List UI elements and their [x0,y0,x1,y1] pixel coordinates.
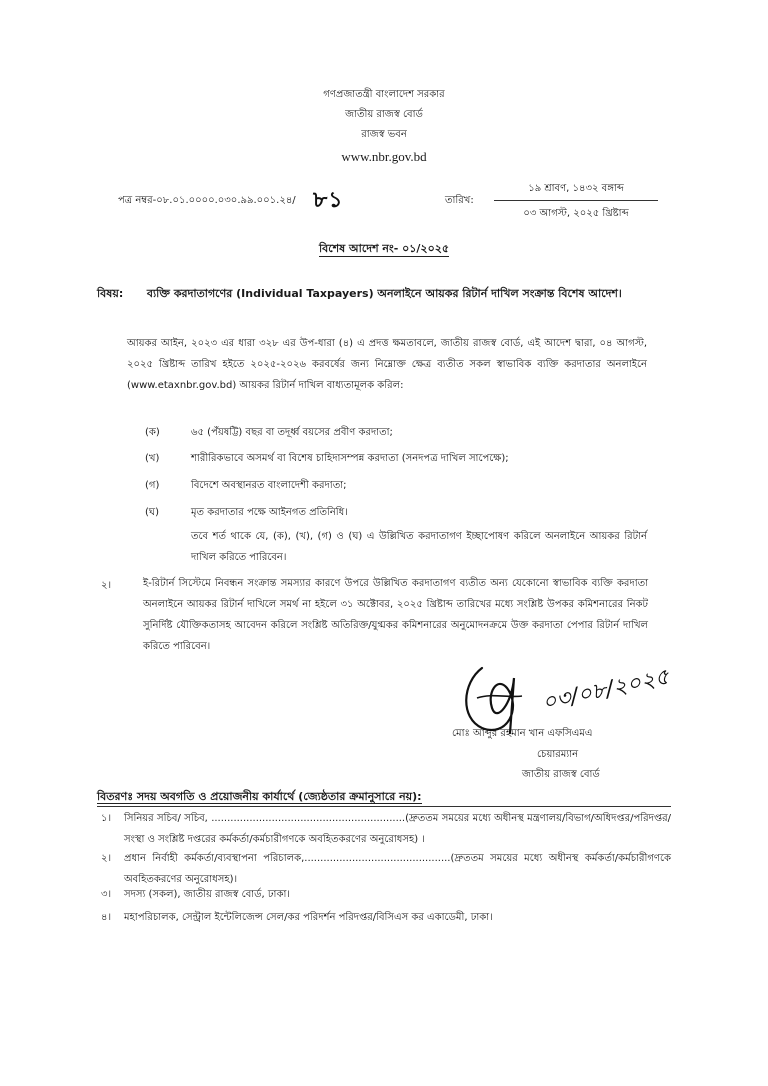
date-gregorian: ০৩ আগস্ট, ২০২৫ খ্রিষ্টাব্দ [523,208,629,219]
paragraph-1: আয়কর আইন, ২০২৩ এর ধারা ৩২৮ এর উপ-ধারা (৪) এ প্রদত্ত ক্ষমতাবলে, জাতীয় রাজস্ব বোর্ড, এই আদেশ দ্বারা, ০৪ আগস্ট, ২০২৫ খ্রিষ্টাব্দ তারিখ হইতে ২০২৫-২০২৬ করবর্ষের জন্য নিম্নোক্ত ক্ষেত্র ব্যতীত সকল স্বাভাবিক ব্যক্তি করদাতার অনলাইনে (www.etaxnbr.gov.bd) আয়কর রিটার্ন দাখিল বাধ্যতামূলক করিল: [127,338,647,391]
website-link[interactable]: www.nbr.gov.bd [341,149,427,164]
date-divider [494,200,658,201]
signature-date: ০৩/০৮/২০২৫ [540,664,672,716]
handwritten-memo-number: ৮১ [313,187,344,212]
exception-text: ৬৫ (পঁয়ষট্টি) বছর বা তদূর্ধ্ব বয়সের প্রবীণ করদাতা; [191,427,393,438]
exception-text: শারীরিকভাবে অসমর্থ বা বিশেষ চাহিদাসম্পন্ন করদাতা (সনদপত্র দাখিল সাপেক্ষে); [191,453,509,464]
distribution-item-text: প্রধান নির্বাহী কর্মকর্তা/ব্যবস্থাপনা পরিচালক,..............................................(দ্রুততম সময়ের মধ্যে অধীনস্থ কর্মকর্তা/কর্মচারীগণকে অবহিতকরণের অনুরোধসহ)। [124,853,671,885]
date-bangla: ১৯ শ্রাবণ, ১৪৩২ বঙ্গাব্দ [528,183,624,194]
distribution-item-number: ১। [101,813,112,824]
exception-text: বিদেশে অবস্থানরত বাংলাদেশী করদাতা; [191,480,347,491]
order-title [0,240,768,259]
exception-key: (খ) [145,453,160,464]
distribution-title-text: বিতরণঃ সদয় অবগতি ও প্রয়োজনীয় কার্যার্থে (জ্যেষ্ঠতার ক্রমানুসারে নয়): [97,790,422,803]
exception-text: মৃত করদাতার পক্ষে আইনগত প্রতিনিধি। [191,507,348,518]
paragraph-2: ই-রিটার্ন সিস্টেমে নিবন্ধন সংক্রান্ত সমস্যার কারণে উপরে উল্লিখিত করদাতাগণ ব্যতীত অন্য যেকোনো স্বাভাবিক ব্যক্তি করদাতা অনলাইনে আয়কর রিটার্ন দাখিলে সমর্থ না হইলে ৩১ অক্টোবর, ২০২৫ খ্রিষ্টাব্দ তারিখের মধ্যে সংশ্লিষ্ট উপকর কমিশনারের নিকট সুনির্দিষ্ট যৌক্তিকতাসহ আবেদন করিলে সংশ্লিষ্ট অতিরিক্ত/যুগ্মকর কমিশনারের অনুমোদনক্রমে উক্ত করদাতা পেপার রিটার্ন দাখিল করিতে পারিবেন। [143,578,648,652]
distribution-item-number: ২। [101,853,112,864]
order-title-text: বিশেষ আদেশ নং- ০১/২০২৫ [318,242,450,255]
letterhead [0,85,768,167]
distribution-item-number: ৩। [101,889,112,900]
building-name: রাজস্ব ভবন [361,129,407,140]
date-block [494,180,658,223]
exception-key: (ক) [145,427,160,438]
subject-text: ব্যক্তি করদাতাগণের (Individual Taxpayers) অনলাইনে আয়কর রিটার্ন দাখিল সংক্রান্ত বিশেষ আদেশ। [146,287,622,300]
government-name: গণপ্রজাতন্ত্রী বাংলাদেশ সরকার [323,89,445,100]
distribution-title [97,788,422,807]
subject-line [97,285,677,304]
distribution-divider [97,806,671,807]
exception-key: (ঘ) [145,507,159,518]
signatory-office: জাতীয় রাজস্ব বোর্ড [522,769,600,780]
subject-label: বিষয়: [97,287,124,300]
distribution-item-number: ৪। [101,912,112,923]
exception-key: (গ) [145,480,160,491]
date-label: তারিখ: [445,195,474,206]
signature-image [452,648,692,738]
board-name: জাতীয় রাজস্ব বোর্ড [345,109,423,120]
distribution-item-text: মহাপরিচালক, সেন্ট্রাল ইন্টেলিজেন্স সেল/কর পরিদর্শন পরিদপ্তর/বিসিএস কর একাডেমী, ঢাকা। [124,912,493,923]
proviso: তবে শর্ত থাকে যে, (ক), (খ), (গ) ও (ঘ) এ উল্লিখিত করদাতাগণ ইচ্ছাপোষণ করিলে অনলাইনে আয়কর রিটার্ন দাখিল করিতে পারিবেন। [191,531,647,563]
distribution-item [97,808,671,850]
distribution-item-text: সদস্য (সকল), জাতীয় রাজস্ব বোর্ড, ঢাকা। [124,889,290,900]
paragraph-2-number: ২। [101,580,112,591]
distribution-item-text: সিনিয়র সচিব/ সচিব, .............................................................(দ্রুততম সময়ের মধ্যে অধীনস্থ মন্ত্রণালয়/বিভাগ/অধিদপ্তর/পরিদপ্তর/সংস্থা ও সংশ্লিষ্ট দপ্তরের কর্মকর্তা/কর্মচারীগণকে অবহিতকরণের অনুরোধসহ) । [124,813,671,845]
memo-number: পত্র নম্বর-০৮.০১.০০০০.০৩০.৯৯.০০১.২৪/ [118,195,296,206]
signatory-title: চেয়ারম্যান [537,749,579,760]
signatory-name: মোঃ আব্দুর রহমান খান এফসিএমএ [452,728,593,739]
